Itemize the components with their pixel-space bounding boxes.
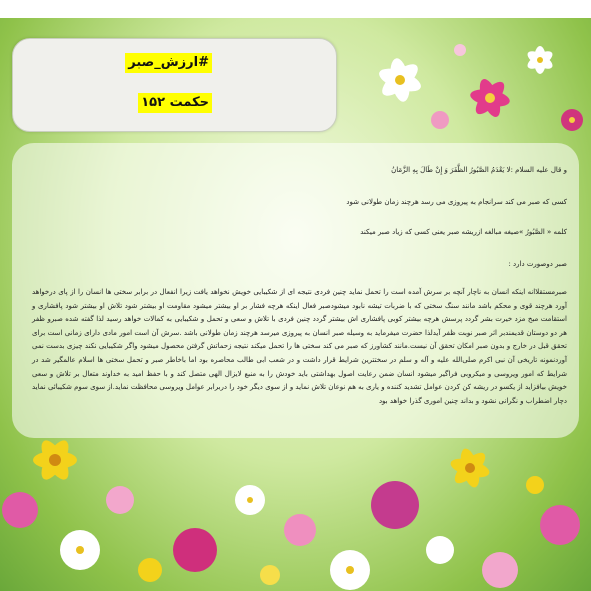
title-panel — [12, 38, 337, 132]
flower-pink-large — [469, 76, 511, 119]
hikmat-number: حکمت ۱۵۲ — [138, 93, 212, 113]
top-white-strip — [0, 0, 591, 18]
flower-magenta-small — [561, 109, 583, 131]
note-line: کلمه « الصَّبُورُ »صیغه مبالغه ازریشه صبر یعنی کسی که زیاد صبر میکند — [360, 228, 567, 236]
arabic-quote: و قال علیه السلام :لا يَعْدَمُ الصَّبُورُ الظَّفَرَ وَ إِنْ طَالَ بِهِ الزَّمَانُ — [391, 166, 567, 174]
bottom-flowers-decoration — [0, 430, 591, 591]
translation-line: کسی که صبر می کند سرانجام به پیروزی می رسد هرچند زمان طولانی شود — [346, 198, 567, 206]
flower-white-large — [376, 57, 424, 103]
flower-pink-bud — [431, 44, 466, 129]
section-heading: صبر دوصورت دارد : — [508, 260, 567, 268]
top-flowers-decoration — [340, 20, 591, 140]
flower-yellow-left — [33, 436, 77, 483]
hashtag-title: #ارزش_صبر — [125, 53, 212, 73]
flower-white-small — [525, 46, 555, 74]
flower-yellow-right — [449, 447, 492, 490]
body-paragraph: صبرمستقلاانه اینکه انسان به ناچار آنچه بر سرش آمده است را تحمل نماید چنین فردی نتیجه ای از شکیبایی خویش نخواهد یافت زیرا انفعال در برابر سختی ها انسان را از پای درخواهد آورد هرچند قوی و محکم باشد مانند سنگ سختی که با ضربات تیشه نابود میشودصبر فعال اینکه هرچه فشار بر او بیشتر میشود مقاومت او بیشتر شود تلاش او بیشتر شود پافشاری و استقامت مبخ مزد خیرت بشر گردد پرسش هرچه بیشتر کوبی پافشاری اش بیشتر گردد چنین فردی با تلاش و سعی و تحمل و شکیبایی به کمالات خواهد رسید لذا گفته شده صبرو ظفر هر دو دوستان قدیمندبر اثر صبر نوبت ظفر آیدلذا حضرت میفرماید به وسیله صبر انسان به پیروزی میرسد هرچند زمان طولانی باشد .سرش آن است امور مادی دارای زمانی است برای تحقق قبل در خارج و بدون صبر امکان تحقق آن نیست.مانند کشاورز که صبر می کند سختی ها را تحمل میکند نتیجه زحماتش گرفتن محصول میشود واگر شکیبایی نکند چیزی بدست نمی آوردنمونه تاریخی آن نبی اکرم صلی‌الله علیه و آله و سلم در سختترین شرایط قرار داشت و در شعب ابی طالب محاصره بود اما باخاطر صبر و تحمل سختی ها اسلام عالمگیر شد در شرایط که امور ویروسی و میکروبی فراگیر میشود انسان ضمن رعایت اصول بهداشتی باید خودش را به منبع لایزال الهی متصل کند و با حفظ امید به خداوند متعال بر تلاش و سعی خویش بیافزاید از یکسو در ریشه کن کردن عوامل تشدید کننده و یاری به هم نوعان تلاش نماید و از سوی دیگر خود را دربرابر عوامل ویروسی محافظت نماید.از سوی سوم شکیبائی نماید دچار اضطراب و نگرانی نشود و بداند چنین اموری گذرا خواهد بود — [32, 288, 567, 405]
